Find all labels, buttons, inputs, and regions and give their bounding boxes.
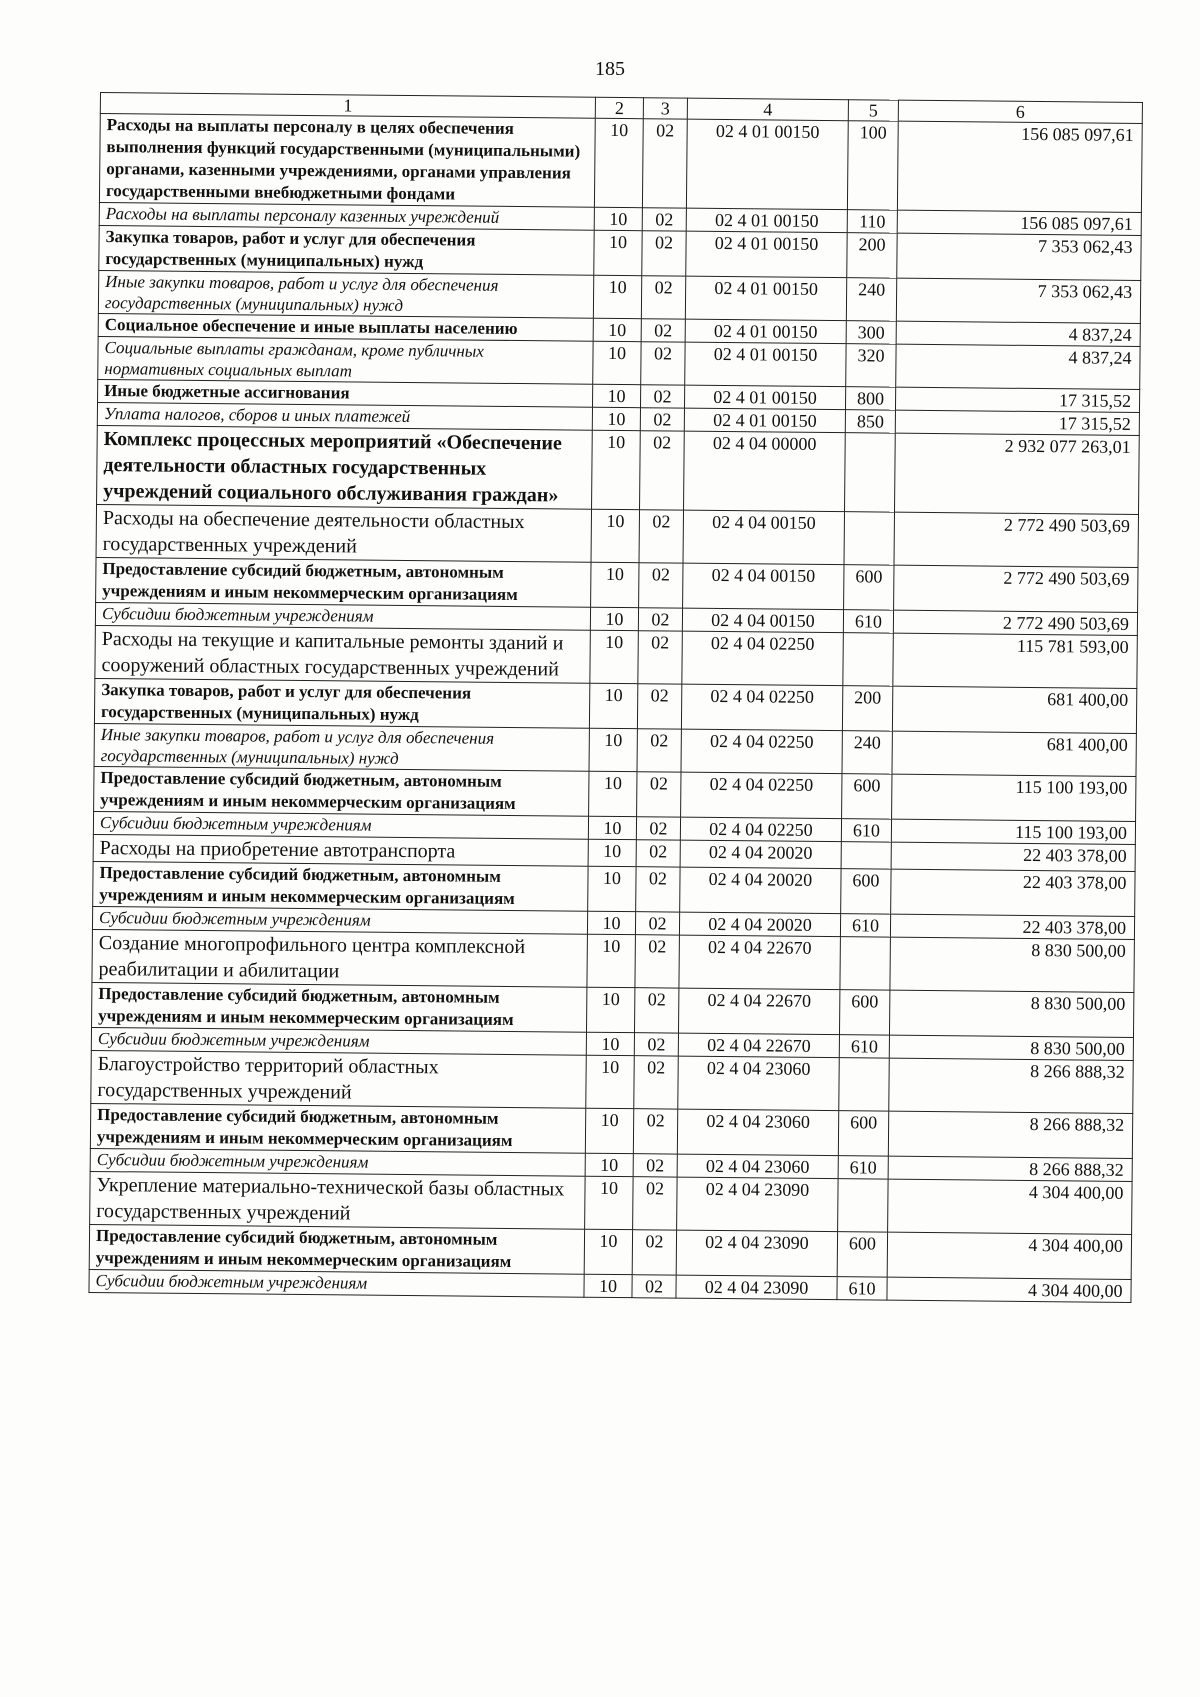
amount-cell: 4 304 400,00 — [888, 1179, 1132, 1234]
section-code-cell: 10 — [593, 341, 641, 384]
row-name-cell: Предоставление субсидий бюджетным, автономным учреждениям и иным некоммерческим организациям — [94, 766, 589, 816]
amount-cell: 17 315,52 — [895, 410, 1139, 435]
expense-type-cell: 610 — [837, 1277, 887, 1300]
expense-type-cell: 600 — [842, 774, 892, 819]
expense-type-cell: 800 — [845, 387, 895, 410]
section-code-cell: 10 — [591, 562, 639, 607]
row-name-cell: Социальное обеспечение и иные выплаты населению — [98, 313, 593, 341]
expense-type-cell — [839, 1058, 890, 1111]
expense-type-cell: 200 — [847, 233, 897, 278]
expense-type-cell: 600 — [838, 1111, 888, 1156]
subsection-code-cell: 02 — [633, 1177, 678, 1230]
subsection-code-cell: 02 — [638, 608, 682, 631]
target-article-cell: 02 4 04 00000 — [684, 431, 846, 512]
target-article-cell: 02 4 01 00150 — [686, 208, 847, 233]
subsection-code-cell: 02 — [637, 729, 681, 772]
target-article-cell: 02 4 01 00150 — [686, 119, 848, 210]
table-row — [99, 114, 1142, 213]
section-code-cell: 10 — [589, 728, 637, 771]
table-row — [95, 625, 1137, 688]
row-name-cell: Укрепление материально-технической базы областных государственных учреждений — [90, 1171, 585, 1229]
subsection-code-cell: 02 — [632, 1275, 676, 1298]
expense-type-cell: 320 — [846, 344, 896, 387]
column-header: 1 — [100, 93, 595, 119]
row-name-cell: Предоставление субсидий бюджетным, автономным учреждениям и иным некоммерческим организациям — [89, 1224, 584, 1274]
row-name-cell: Субсидии бюджетным учреждениям — [93, 811, 588, 839]
target-article-cell: 02 4 04 02250 — [680, 817, 841, 842]
target-article-cell: 02 4 01 00150 — [685, 342, 846, 387]
amount-cell: 8 266 888,32 — [888, 1156, 1132, 1181]
subsection-code-cell: 02 — [642, 231, 686, 276]
expense-type-cell: 610 — [843, 610, 893, 633]
target-article-cell: 02 4 01 00150 — [684, 408, 845, 433]
section-code-cell: 10 — [594, 207, 642, 230]
amount-cell: 7 353 062,43 — [897, 233, 1141, 280]
amount-cell: 115 100 193,00 — [891, 819, 1135, 844]
row-name-cell: Предоставление субсидий бюджетным, автономным учреждениям и иным некоммерческим организациям — [92, 982, 587, 1032]
expense-type-cell — [841, 842, 891, 869]
amount-cell: 2 772 490 503,69 — [894, 565, 1138, 612]
subsection-code-cell: 02 — [633, 1154, 677, 1177]
row-name-cell: Создание многопрофильного центра комплексной реабилитации и абилитации — [92, 929, 587, 987]
subsection-code-cell: 02 — [634, 1056, 679, 1109]
subsection-code-cell: 02 — [640, 431, 685, 510]
target-article-cell: 02 4 04 00150 — [683, 510, 845, 565]
subsection-code-cell: 02 — [637, 684, 681, 729]
target-article-cell: 02 4 04 02250 — [681, 772, 842, 819]
section-code-cell: 10 — [591, 509, 640, 562]
section-code-cell: 10 — [592, 384, 640, 407]
section-code-cell: 10 — [590, 630, 639, 683]
table-row — [91, 1050, 1133, 1113]
column-header: 3 — [643, 98, 687, 119]
section-code-cell: 10 — [586, 987, 634, 1032]
table-row — [96, 504, 1138, 567]
section-code-cell: 10 — [593, 275, 641, 318]
section-code-cell: 10 — [588, 816, 636, 839]
table-row — [97, 425, 1140, 514]
target-article-cell: 02 4 04 23060 — [677, 1109, 838, 1156]
expense-type-cell: 600 — [839, 990, 889, 1035]
amount-cell: 8 830 500,00 — [889, 1035, 1133, 1060]
target-article-cell: 02 4 04 20020 — [680, 840, 841, 869]
subsection-code-cell: 02 — [641, 319, 685, 342]
expense-type-cell — [838, 1179, 889, 1232]
row-name-cell: Расходы на приобретение автотранспорта — [93, 834, 588, 866]
row-name-cell: Предоставление субсидий бюджетным, автономным учреждениям и иным некоммерческим организациям — [96, 557, 591, 607]
amount-cell: 22 403 378,00 — [891, 842, 1135, 871]
target-article-cell: 02 4 01 00150 — [684, 385, 845, 410]
expense-type-cell: 600 — [844, 565, 894, 610]
section-code-cell: 10 — [585, 1108, 633, 1153]
expense-type-cell — [840, 937, 891, 990]
section-code-cell: 10 — [586, 1032, 634, 1055]
target-article-cell: 02 4 04 20020 — [679, 912, 840, 937]
subsection-code-cell: 02 — [639, 563, 683, 608]
row-name-cell: Субсидии бюджетным учреждениям — [89, 1269, 584, 1297]
expense-type-cell: 100 — [847, 121, 898, 210]
amount-cell: 115 100 193,00 — [892, 774, 1136, 821]
amount-cell: 2 772 490 503,69 — [894, 512, 1138, 567]
section-code-cell: 10 — [594, 230, 642, 275]
row-name-cell: Иные закупки товаров, работ и услуг для обеспечения государственных (муниципальных) нужд — [94, 723, 589, 771]
subsection-code-cell: 02 — [640, 385, 684, 408]
expense-type-cell: 600 — [841, 869, 891, 914]
table-row — [90, 1171, 1132, 1234]
amount-cell: 17 315,52 — [895, 387, 1139, 412]
subsection-code-cell: 02 — [641, 276, 685, 319]
amount-cell: 8 266 888,32 — [888, 1111, 1132, 1158]
target-article-cell: 02 4 04 02250 — [682, 631, 844, 686]
subsection-code-cell: 02 — [633, 1109, 677, 1154]
subsection-code-cell: 02 — [639, 510, 684, 563]
row-name-cell: Субсидии бюджетным учреждениям — [91, 1027, 586, 1055]
section-code-cell: 10 — [585, 1176, 634, 1229]
subsection-code-cell: 02 — [642, 119, 687, 208]
amount-cell: 4 304 400,00 — [887, 1232, 1131, 1279]
subsection-code-cell: 02 — [641, 342, 685, 385]
amount-cell: 4 837,24 — [896, 321, 1140, 346]
amount-cell: 156 085 097,61 — [897, 210, 1141, 235]
target-article-cell: 02 4 04 23090 — [677, 1177, 839, 1232]
section-code-cell: 10 — [587, 911, 635, 934]
section-code-cell: 10 — [592, 430, 641, 509]
target-article-cell: 02 4 04 02250 — [681, 684, 842, 731]
subsection-code-cell: 02 — [634, 1033, 678, 1056]
subsection-code-cell: 02 — [636, 840, 680, 867]
expense-type-cell — [844, 512, 895, 565]
expense-type-cell: 610 — [839, 1035, 889, 1058]
subsection-code-cell: 02 — [637, 772, 681, 817]
amount-cell: 7 353 062,43 — [896, 278, 1140, 323]
row-name-cell: Предоставление субсидий бюджетным, автономным учреждениям и иным некоммерческим организациям — [93, 861, 588, 911]
subsection-code-cell: 02 — [635, 935, 680, 988]
target-article-cell: 02 4 04 23090 — [676, 1230, 837, 1277]
target-article-cell: 02 4 01 00150 — [685, 319, 846, 344]
section-code-cell: 10 — [585, 1153, 633, 1176]
row-name-cell: Благоустройство территорий областных государственных учреждений — [91, 1050, 586, 1108]
section-code-cell: 10 — [593, 318, 641, 341]
section-code-cell: 10 — [592, 407, 640, 430]
target-article-cell: 02 4 04 22670 — [678, 988, 839, 1035]
section-code-cell: 10 — [594, 118, 643, 207]
column-header: 2 — [595, 97, 643, 118]
row-name-cell: Субсидии бюджетным учреждениям — [90, 1148, 585, 1176]
amount-cell: 681 400,00 — [892, 686, 1136, 733]
amount-cell: 4 837,24 — [896, 344, 1140, 389]
row-name-cell: Закупка товаров, работ и услуг для обеспечения государственных (муниципальных) нужд — [99, 225, 594, 275]
expense-type-cell: 110 — [847, 210, 897, 233]
subsection-code-cell: 02 — [632, 1230, 676, 1275]
section-code-cell: 10 — [588, 839, 636, 866]
amount-cell: 8 830 500,00 — [889, 990, 1133, 1037]
row-name-cell: Комплекс процессных мероприятий «Обеспечение деятельности областных государственных учреждений социального обслуживания граждан» — [97, 425, 593, 509]
subsection-code-cell: 02 — [642, 208, 686, 231]
row-name-cell: Иные бюджетные ассигнования — [98, 379, 593, 407]
amount-cell: 22 403 378,00 — [890, 914, 1134, 939]
expense-type-cell: 610 — [840, 914, 890, 937]
section-code-cell: 10 — [587, 934, 636, 987]
row-name-cell: Иные закупки товаров, работ и услуг для обеспечения государственных (муниципальных) нужд — [98, 270, 593, 318]
target-article-cell: 02 4 01 00150 — [685, 276, 846, 321]
amount-cell: 681 400,00 — [892, 731, 1136, 776]
column-header: 4 — [687, 98, 848, 121]
expense-type-cell: 610 — [841, 819, 891, 842]
amount-cell: 2 772 490 503,69 — [893, 610, 1137, 635]
expense-type-cell: 850 — [845, 410, 895, 433]
target-article-cell: 02 4 04 22670 — [678, 1033, 839, 1058]
section-code-cell: 10 — [584, 1229, 632, 1274]
expense-type-cell: 300 — [846, 321, 896, 344]
amount-cell: 115 781 593,00 — [893, 633, 1137, 688]
section-code-cell: 10 — [589, 771, 637, 816]
section-code-cell: 10 — [589, 683, 637, 728]
amount-cell: 2 932 077 263,01 — [895, 433, 1140, 514]
expense-type-cell — [845, 433, 896, 512]
target-article-cell: 02 4 04 02250 — [681, 729, 842, 774]
target-article-cell: 02 4 04 23060 — [678, 1056, 840, 1111]
section-code-cell: 10 — [590, 607, 638, 630]
subsection-code-cell: 02 — [634, 988, 678, 1033]
column-header: 5 — [848, 100, 898, 121]
row-name-cell: Расходы на обеспечение деятельности областных государственных учреждений — [96, 504, 591, 562]
subsection-code-cell: 02 — [636, 867, 680, 912]
subsection-code-cell: 02 — [636, 817, 680, 840]
page-number: 185 — [595, 58, 625, 80]
table-body — [89, 114, 1142, 1303]
amount-cell: 156 085 097,61 — [897, 121, 1142, 212]
target-article-cell: 02 4 04 00150 — [682, 608, 843, 633]
row-name-cell: Расходы на выплаты персоналу в целях обеспечения выполнения функций государственными (муниципальными) органами, казенными учреждениями, органами управления государственными внебюджетными фондами — [99, 114, 595, 208]
target-article-cell: 02 4 04 23060 — [677, 1154, 838, 1179]
section-code-cell: 10 — [584, 1274, 632, 1297]
row-name-cell: Уплата налогов, сборов и иных платежей — [97, 402, 592, 430]
row-name-cell: Предоставление субсидий бюджетным, автономным учреждениям и иным некоммерческим организациям — [90, 1103, 585, 1153]
target-article-cell: 02 4 04 20020 — [680, 867, 841, 914]
row-name-cell: Субсидии бюджетным учреждениям — [95, 602, 590, 630]
amount-cell: 4 304 400,00 — [887, 1277, 1131, 1302]
subsection-code-cell: 02 — [640, 408, 684, 431]
section-code-cell: 10 — [588, 866, 636, 911]
target-article-cell: 02 4 01 00150 — [686, 231, 847, 278]
expense-type-cell: 610 — [838, 1156, 888, 1179]
budget-table-container — [88, 92, 1141, 1303]
table-row — [92, 929, 1134, 992]
target-article-cell: 02 4 04 00150 — [683, 563, 844, 610]
expense-type-cell: 240 — [842, 731, 892, 774]
column-header: 6 — [898, 100, 1142, 123]
amount-cell: 22 403 378,00 — [891, 869, 1135, 916]
expense-type-cell: 600 — [837, 1232, 887, 1277]
expense-type-cell: 200 — [842, 686, 892, 731]
subsection-code-cell: 02 — [635, 912, 679, 935]
subsection-code-cell: 02 — [638, 631, 683, 684]
expense-type-cell — [843, 633, 894, 686]
row-name-cell: Субсидии бюджетным учреждениям — [92, 906, 587, 934]
row-name-cell: Расходы на текущие и капитальные ремонты зданий и сооружений областных государственных учреждений — [95, 625, 590, 683]
expense-type-cell: 240 — [846, 278, 896, 321]
amount-cell: 8 830 500,00 — [890, 937, 1134, 992]
budget-table — [88, 92, 1142, 1303]
amount-cell: 8 266 888,32 — [889, 1058, 1133, 1113]
target-article-cell: 02 4 04 23090 — [676, 1275, 837, 1300]
section-code-cell: 10 — [586, 1055, 635, 1108]
row-name-cell: Расходы на выплаты персоналу казенных учреждений — [99, 202, 594, 230]
target-article-cell: 02 4 04 22670 — [679, 935, 841, 990]
row-name-cell: Социальные выплаты гражданам, кроме публичных нормативных социальных выплат — [98, 336, 593, 384]
row-name-cell: Закупка товаров, работ и услуг для обеспечения государственных (муниципальных) нужд — [94, 678, 589, 728]
